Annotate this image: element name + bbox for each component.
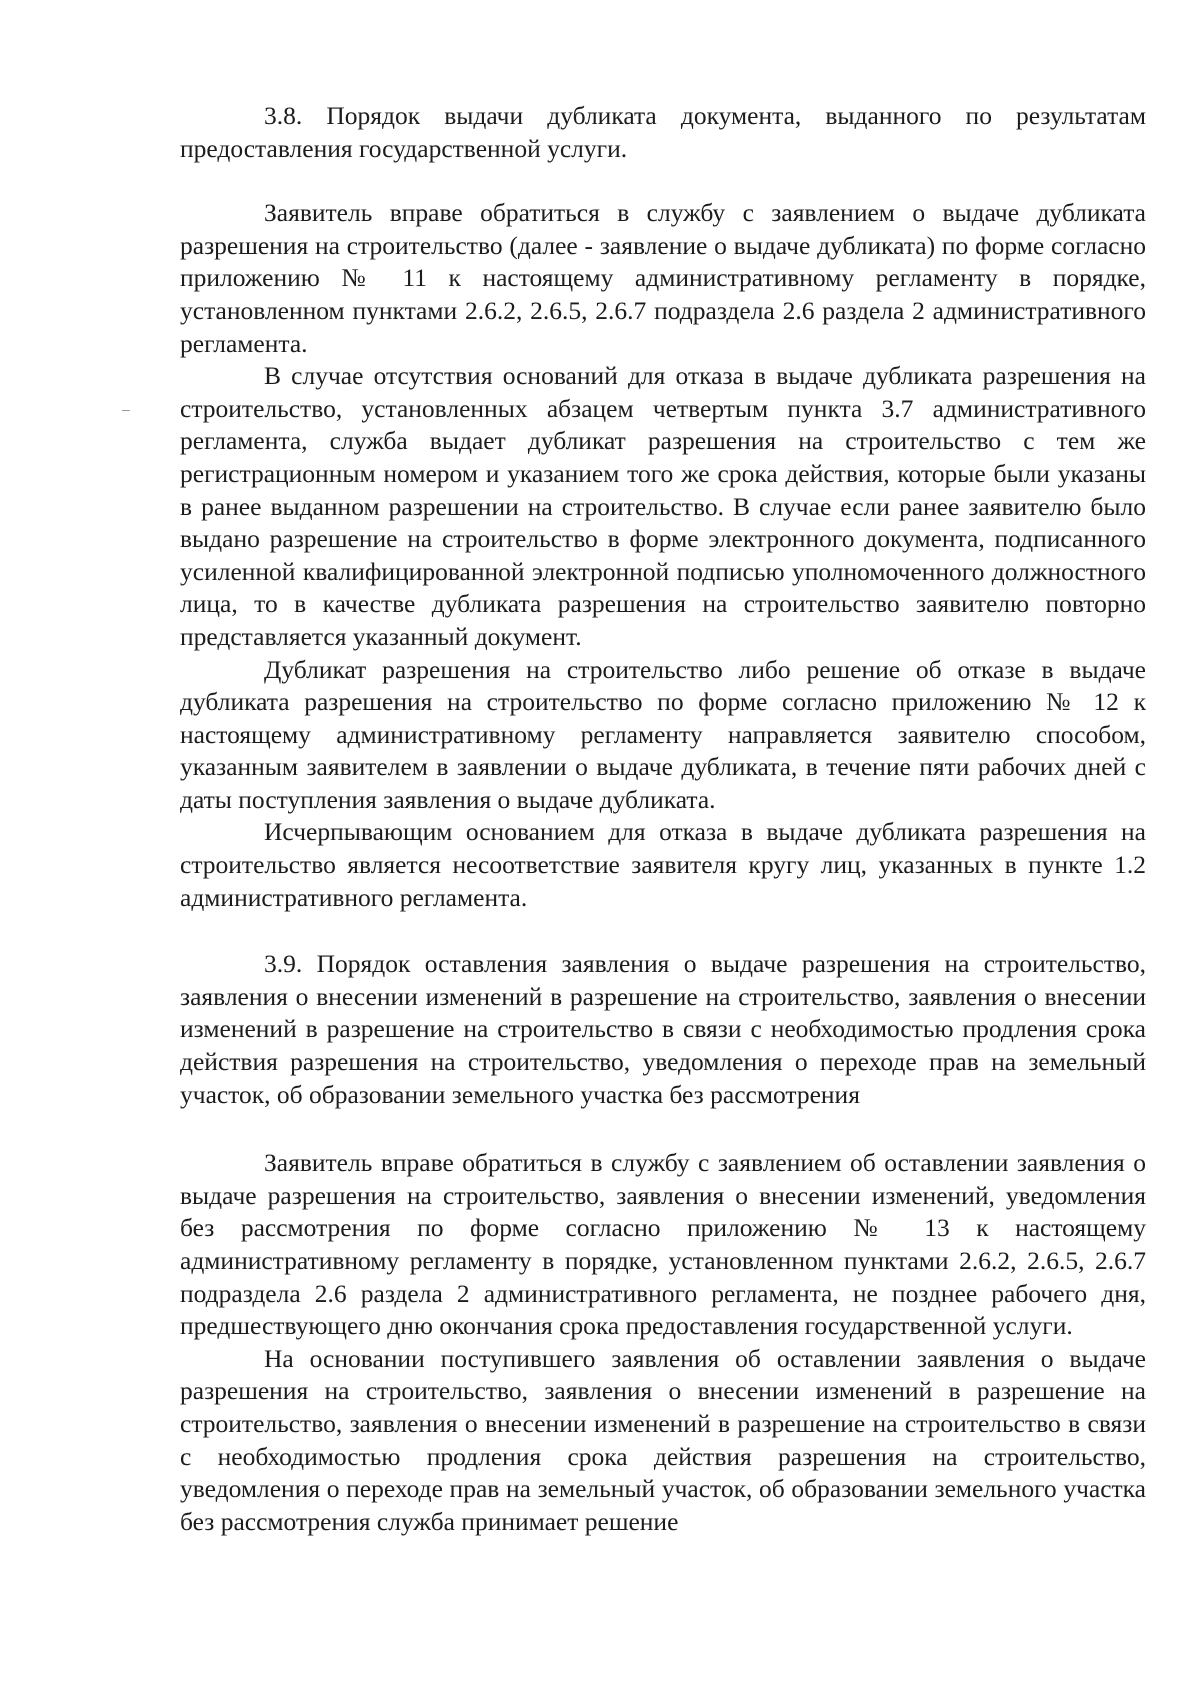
spacer (180, 165, 1146, 197)
paragraph: Заявитель вправе обратиться в службу с заявлением о выдаче дубликата разрешения на строительство (далее - заявление о выдаче дубликата) по форме согласно приложению № 11 к настоящему административному регламенту в порядке, установленном пунктами 2.6.2, 2.6.5, 2.6.7 подраздела 2.6 раздела 2 административного регламента. (180, 198, 1146, 358)
section-3-8-heading: 3.8. Порядок выдачи дубликата документа, выданного по результатам предоставления государственной услуги. (180, 101, 1146, 163)
paragraph: На основании поступившего заявления об оставлении заявления о выдаче разрешения на строительство, заявления о внесении изменений в разрешение на строительство, заявления о внесении изменений в разрешение на строительство в связи с необходимостью продления срока действия разрешения на строительство, уведомления о переходе прав на земельный участок, об образовании земельного участка без рассмотрения служба принимает решение (180, 1343, 1146, 1536)
paragraph: Дубликат разрешения на строительство либо решение об отказе в выдаче дубликата разрешения на строительство по форме согласно приложению № 12 к настоящему административному регламенту направляется заявителю способом, указанным заявителем в заявлении о выдаче дубликата, в течение пяти рабочих дней с даты поступления заявления о выдаче дубликата. (180, 654, 1146, 814)
paragraph: Исчерпывающим основанием для отказа в выдаче дубликата разрешения на строительство является несоответствие заявителя кругу лиц, указанных в пункте 1.2 административного регламента. (180, 817, 1146, 912)
section-3-9-heading: 3.9. Порядок оставления заявления о выдаче разрешения на строительство, заявления о внесении изменений в разрешение на строительство, заявления о внесении изменений в разрешение на строительство в связи с необходимостью продления срока действия разрешения на строительство, уведомления о переходе прав на земельный участок, об образовании земельного участка без рассмотрения (180, 949, 1146, 1109)
paragraph: В случае отсутствия оснований для отказа в выдаче дубликата разрешения на строительство, установленных абзацем четвертым пункта 3.7 административного регламента, служба выдает дубликат разрешения на строительство с тем же регистрационным номером и указанием того же срока действия, которые были указаны в ранее выданном разрешении на строительство. В случае если ранее заявителю было выдано разрешение на строительство в форме электронного документа, подписанного усиленной квалифицированной электронной подписью уполномоченного должностного лица, то в качестве дубликата разрешения на строительство заявителю повторно представляется указанный документ. (180, 361, 1146, 651)
document-page (180, 100, 1146, 1538)
scan-artifact (122, 410, 130, 411)
section-3-8 (180, 100, 1146, 914)
paragraph: Заявитель вправе обратиться в службу с заявлением об оставлении заявления о выдаче разрешения на строительство, заявления о внесении изменений, уведомления без рассмотрения по форме согласно приложению № 13 к настоящему административному регламенту в порядке, установленном пунктами 2.6.2, 2.6.5, 2.6.7 подраздела 2.6 раздела 2 административного регламента, не позднее рабочего дня, предшествующего дню окончания срока предоставления государственной услуги. (180, 1148, 1146, 1341)
spacer (180, 1111, 1146, 1147)
section-3-9 (180, 948, 1146, 1538)
spacer (180, 914, 1146, 948)
